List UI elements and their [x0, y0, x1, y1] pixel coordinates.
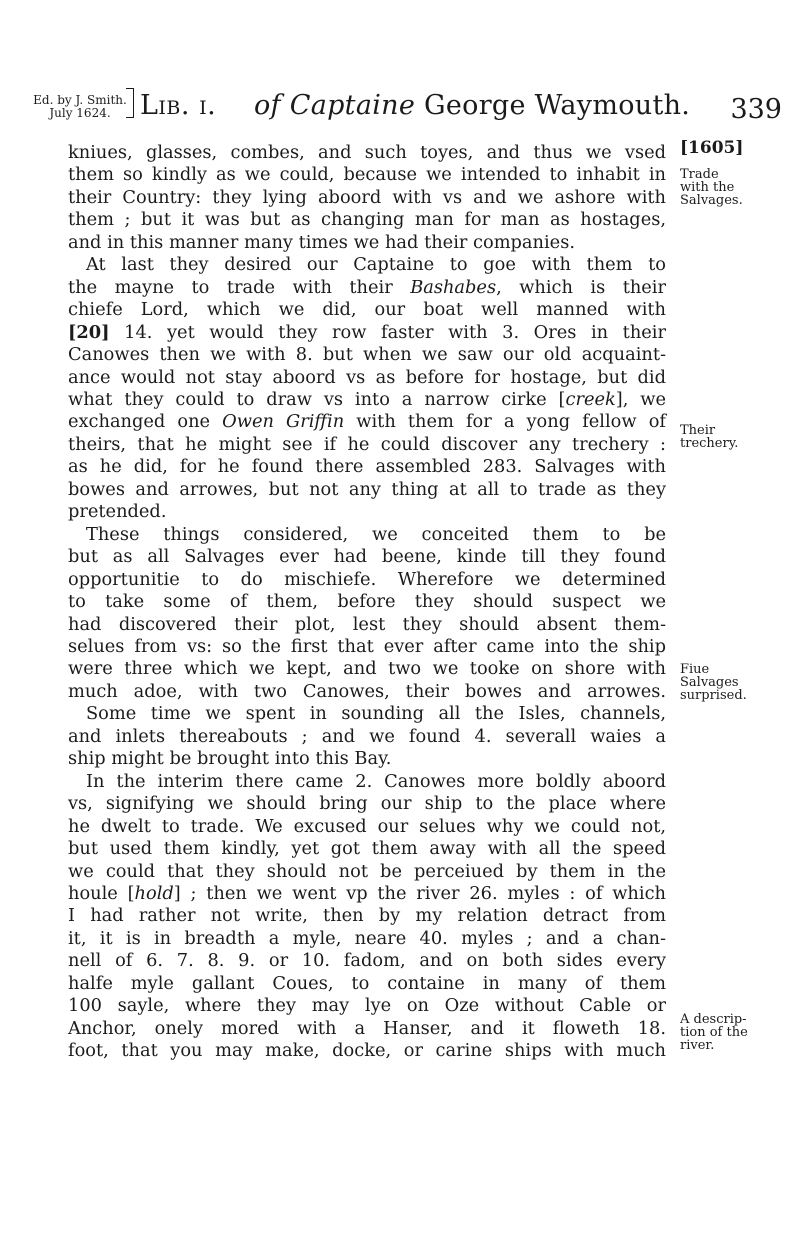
- text-line-content: Canowes then we with 8. but when we saw our old acquaint-: [68, 344, 666, 366]
- text-line-content: ship might be brought into this Bay.: [68, 748, 392, 770]
- text-line-content: vs, signifying we should bring our ship to the place where: [68, 793, 666, 815]
- text-line-content: At last they desired our Captaine to goe with them to: [86, 254, 666, 276]
- text-line: [68, 995, 666, 1017]
- text-line-content: the mayne to trade with their: [68, 276, 411, 298]
- running-title: [254, 90, 690, 121]
- text-line: [68, 164, 666, 186]
- text-line-content: bowes and arrowes, but not any thing at all to trade as they: [68, 478, 666, 500]
- text-line: [68, 838, 666, 860]
- text-line: [68, 344, 666, 366]
- text-line-content: chiefe Lord, which we did, our boat well manned with: [68, 299, 666, 321]
- text-line-content: In the interim there came 2. Canowes more boldly aboord: [86, 770, 666, 792]
- text-line: [68, 232, 666, 254]
- margin-note-river: [680, 1013, 784, 1052]
- text-line-content: what they could to draw vs into a narrow cirke [: [68, 388, 566, 410]
- text-line: [68, 524, 666, 546]
- editor-note: [22, 94, 138, 120]
- text-line: [68, 434, 666, 456]
- text-line-content: opportunitie to do mischiefe. Wherefore we determined: [68, 568, 666, 590]
- text-line-content: exchanged one: [68, 411, 223, 433]
- text-line-content: foot, that you may make, docke, or carine ships with much: [68, 1040, 666, 1062]
- margin-note-line: Fiue: [680, 662, 710, 677]
- editor-note-line1: Ed. by J. Smith.: [33, 93, 127, 107]
- text-line-content: theirs, that he might see if he could discover any trechery :: [68, 433, 666, 455]
- text-line: [68, 748, 666, 770]
- margin-note-line: trechery.: [680, 436, 739, 451]
- text-line-tail: ] ; then we went vp the river 26. myles : of which: [173, 882, 666, 904]
- text-line: [68, 905, 666, 927]
- text-line-content: and inlets thereabouts ; and we found 4. severall waies a: [68, 725, 666, 747]
- book-number: Lib. i.: [140, 90, 217, 121]
- text-line: [68, 456, 666, 478]
- text-line-content: we could that they should not be perceiued by them in the: [68, 860, 666, 882]
- margin-year: [680, 138, 784, 158]
- text-line: [68, 411, 666, 433]
- italic-phrase: Owen Griffin: [222, 411, 345, 433]
- margin-year-text: [1605]: [680, 138, 744, 158]
- text-line: [68, 389, 666, 411]
- text-line-content: houle [: [68, 882, 135, 904]
- margin-note-line: Salvages: [680, 675, 739, 690]
- text-line-content: selues from vs: so the first that ever after came into the ship: [68, 635, 666, 657]
- text-line: [68, 187, 666, 209]
- text-line-content: I had rather not write, then by my relation detract from: [68, 905, 666, 927]
- text-line: [68, 883, 666, 905]
- text-line: [68, 591, 666, 613]
- editor-note-line2: July 1624.: [49, 106, 111, 120]
- text-line: [68, 614, 666, 636]
- text-line: [68, 142, 666, 164]
- running-title-italic: of Captaine: [254, 90, 416, 121]
- text-line-content: it, it is in breadth a myle, neare 40. myles ; and a chan-: [68, 927, 666, 949]
- text-line: [68, 771, 666, 793]
- text-line-content: kniues, glasses, combes, and such toyes, and thus we vsed: [68, 142, 666, 163]
- text-line: [68, 1018, 666, 1040]
- text-line-content: them so kindly as we could, because we intended to inhabit in: [68, 164, 666, 186]
- text-line: [68, 636, 666, 658]
- text-line: [68, 726, 666, 748]
- text-line-content: but as all Salvages ever had beene, kinde till they found: [68, 546, 666, 568]
- text-line: [68, 367, 666, 389]
- text-line-content: them ; but it was but as changing man for man as hostages,: [68, 209, 666, 231]
- text-line-content: and in this manner many times we had their companies.: [68, 231, 575, 253]
- text-line-content: Anchor, onely mored with a Hanser, and it floweth 18.: [68, 1017, 666, 1039]
- text-line-tail: with them for a yong fellow of: [344, 411, 666, 433]
- margin-note-surprised: [680, 663, 784, 702]
- text-line: [68, 569, 666, 591]
- text-line-content: pretended.: [68, 501, 167, 523]
- text-line: [68, 254, 666, 276]
- text-line: [68, 299, 666, 321]
- text-line-content: as he did, for he found there assembled 283. Salvages with: [68, 456, 666, 478]
- italic-phrase: Bashabes: [410, 276, 497, 298]
- text-line-content: ance would not stay aboord vs as before for hostage, but did: [68, 366, 666, 388]
- text-line-tail: , which is their: [496, 276, 666, 298]
- text-line: [68, 950, 666, 972]
- italic-phrase: creek: [565, 388, 616, 410]
- text-line-content: had discovered their plot, lest they should absent them-: [68, 613, 666, 635]
- text-line: [68, 277, 666, 299]
- text-line-content: much adoe, with two Canowes, their bowes and arrowes.: [68, 680, 666, 702]
- text-line: [68, 973, 666, 995]
- text-line-content: their Country: they lying aboord with vs and we ashore with: [68, 186, 666, 208]
- text-line-content: Some time we spent in sounding all the Isles, channels,: [86, 703, 666, 725]
- text-line-content: 14. yet would they row faster with 3. Ores in their: [109, 321, 666, 343]
- margin-note-line: Trade: [680, 167, 719, 182]
- text-line-content: These things considered, we conceited them to be: [86, 523, 666, 545]
- text-line: [68, 703, 666, 725]
- text-line-content: were three which we kept, and two we tooke on shore with: [68, 658, 666, 680]
- text-line: [68, 861, 666, 883]
- margin-note-line: tion of the: [680, 1025, 748, 1040]
- margin-note-line: Salvages.: [680, 193, 743, 208]
- text-line: [68, 209, 666, 231]
- text-line: [68, 681, 666, 703]
- text-line: [68, 501, 666, 523]
- margin-note-line: Their: [680, 423, 716, 438]
- text-line-content: but used them kindly, yet got them away with all the speed: [68, 838, 666, 860]
- page-marker: [20]: [68, 321, 110, 343]
- text-line: [68, 546, 666, 568]
- margin-note-line: surprised.: [680, 688, 747, 703]
- running-title-rest: George Waymouth.: [415, 90, 691, 121]
- text-line: [68, 816, 666, 838]
- text-line: [68, 322, 666, 344]
- text-line-content: halfe myle gallant Coues, to containe in many of them: [68, 972, 666, 994]
- margin-note-line: with the: [680, 180, 735, 195]
- margin-note-line: A descrip-: [680, 1012, 747, 1027]
- text-line: [68, 479, 666, 501]
- page-number: 339: [730, 94, 782, 125]
- text-line: [68, 793, 666, 815]
- italic-phrase: hold: [134, 882, 174, 904]
- body-text: [68, 142, 666, 1063]
- text-line: [68, 1040, 666, 1062]
- text-line-content: 100 sayle, where they may lye on Oze without Cable or: [68, 995, 666, 1017]
- margin-note-trade: [680, 168, 784, 207]
- running-header: [22, 84, 782, 144]
- text-line: [68, 658, 666, 680]
- editor-bracket: [126, 88, 134, 118]
- text-line-content: nell of 6. 7. 8. 9. or 10. fadom, and on both sides every: [68, 950, 666, 972]
- text-line: [68, 928, 666, 950]
- text-line-tail: ], we: [615, 388, 667, 410]
- margin-note-line: river.: [680, 1038, 715, 1053]
- margin-note-trechery: [680, 424, 784, 450]
- text-line-content: to take some of them, before they should suspect we: [68, 591, 666, 613]
- text-line-content: he dwelt to trade. We excused our selues why we could not,: [68, 815, 666, 837]
